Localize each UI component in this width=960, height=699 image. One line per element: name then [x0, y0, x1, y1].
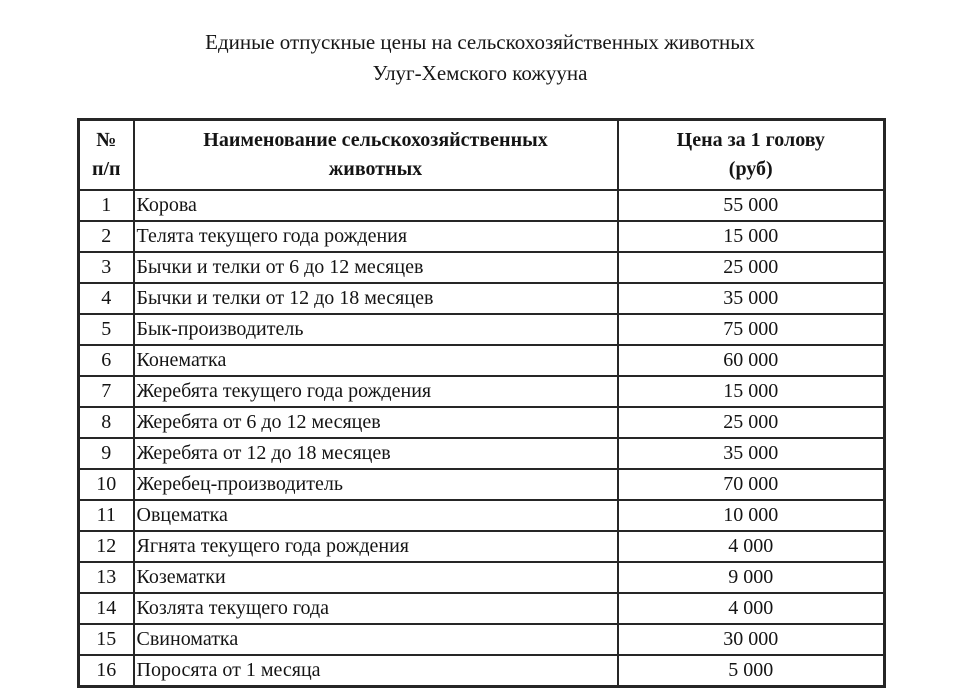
table-row — [79, 283, 885, 314]
table-row — [79, 531, 885, 562]
title-line-1: Единые отпускные цены на сельскохозяйственных животных — [205, 30, 755, 54]
table-cell-name: Корова — [134, 190, 618, 221]
title-line-2: Улуг-Хемского кожууна — [372, 61, 588, 85]
table-cell-name: Козематки — [134, 562, 618, 593]
price-table-head — [79, 120, 885, 191]
column-header-num — [79, 120, 134, 191]
table-cell-price: 15 000 — [618, 221, 885, 252]
table-cell-price: 4 000 — [618, 531, 885, 562]
table-row — [79, 624, 885, 655]
table-cell-name: Жеребята текущего года рождения — [134, 376, 618, 407]
table-cell-num: 14 — [79, 593, 134, 624]
table-cell-num: 6 — [79, 345, 134, 376]
table-cell-name: Ягнята текущего года рождения — [134, 531, 618, 562]
table-cell-name: Жеребята от 12 до 18 месяцев — [134, 438, 618, 469]
table-cell-price: 35 000 — [618, 283, 885, 314]
table-row — [79, 407, 885, 438]
table-cell-name: Конематка — [134, 345, 618, 376]
table-row — [79, 376, 885, 407]
table-cell-name: Козлята текущего года — [134, 593, 618, 624]
column-header-price-line: Цена за 1 голову — [676, 129, 825, 151]
price-table — [77, 118, 886, 688]
table-cell-num: 10 — [79, 469, 134, 500]
column-header-price-line: (руб) — [728, 158, 773, 180]
table-cell-name: Бычки и телки от 6 до 12 месяцев — [134, 252, 618, 283]
table-row — [79, 252, 885, 283]
table-cell-price: 4 000 — [618, 593, 885, 624]
column-header-name — [134, 120, 618, 191]
table-cell-num: 13 — [79, 562, 134, 593]
column-header-num-line: п/п — [91, 158, 121, 180]
table-cell-name: Жеребец-производитель — [134, 469, 618, 500]
table-cell-price: 70 000 — [618, 469, 885, 500]
table-cell-name: Бычки и телки от 12 до 18 месяцев — [134, 283, 618, 314]
table-cell-price: 25 000 — [618, 407, 885, 438]
column-header-num-line: № — [96, 129, 117, 151]
table-cell-price: 25 000 — [618, 252, 885, 283]
column-header-price — [618, 120, 885, 191]
table-cell-num: 15 — [79, 624, 134, 655]
table-cell-name: Овцематка — [134, 500, 618, 531]
column-header-name-line: Наименование сельскохозяйственных — [203, 129, 548, 151]
table-row — [79, 438, 885, 469]
table-row — [79, 655, 885, 687]
table-cell-price: 35 000 — [618, 438, 885, 469]
table-row — [79, 345, 885, 376]
table-cell-name: Жеребята от 6 до 12 месяцев — [134, 407, 618, 438]
table-row — [79, 314, 885, 345]
table-cell-num: 11 — [79, 500, 134, 531]
table-cell-price: 5 000 — [618, 655, 885, 687]
document-title — [0, 0, 960, 89]
table-cell-num: 9 — [79, 438, 134, 469]
table-cell-price: 15 000 — [618, 376, 885, 407]
table-cell-price: 30 000 — [618, 624, 885, 655]
table-cell-num: 8 — [79, 407, 134, 438]
table-cell-name: Бык-производитель — [134, 314, 618, 345]
table-cell-name: Поросята от 1 месяца — [134, 655, 618, 687]
table-cell-price: 10 000 — [618, 500, 885, 531]
table-cell-num: 16 — [79, 655, 134, 687]
table-header-row — [79, 120, 885, 191]
table-row — [79, 562, 885, 593]
table-cell-num: 3 — [79, 252, 134, 283]
table-cell-name: Телята текущего года рождения — [134, 221, 618, 252]
table-cell-num: 7 — [79, 376, 134, 407]
column-header-name-line: животных — [328, 158, 423, 180]
table-row — [79, 190, 885, 221]
table-cell-price: 75 000 — [618, 314, 885, 345]
table-row — [79, 469, 885, 500]
price-table-body — [79, 190, 885, 687]
table-row — [79, 593, 885, 624]
table-row — [79, 221, 885, 252]
table-cell-num: 1 — [79, 190, 134, 221]
table-cell-price: 9 000 — [618, 562, 885, 593]
table-cell-name: Свиноматка — [134, 624, 618, 655]
table-cell-num: 12 — [79, 531, 134, 562]
table-cell-num: 4 — [79, 283, 134, 314]
table-cell-price: 60 000 — [618, 345, 885, 376]
table-cell-num: 2 — [79, 221, 134, 252]
table-row — [79, 500, 885, 531]
table-cell-num: 5 — [79, 314, 134, 345]
table-cell-price: 55 000 — [618, 190, 885, 221]
